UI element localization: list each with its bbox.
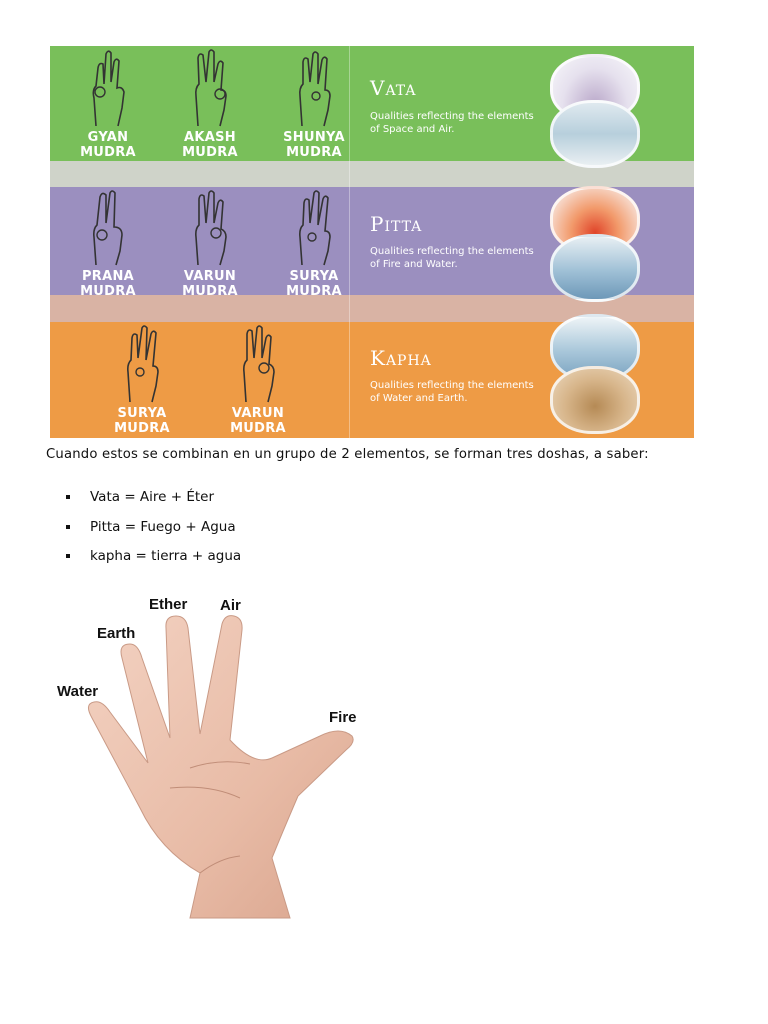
- list-item-text: Pitta = Fuego + Agua: [90, 518, 236, 535]
- mudra-label: MUDRA: [80, 284, 136, 299]
- mudra-label: MUDRA: [182, 284, 238, 299]
- list-item: [66, 486, 241, 516]
- dosha-description-pitta: Qualities reflecting the elements of Fire and Water.: [370, 246, 534, 270]
- hand-mudra-icon: [288, 189, 340, 267]
- mudra-name: VARUN: [183, 269, 237, 284]
- mudra-name: GYAN: [87, 130, 129, 145]
- mudra-name: SURYA: [289, 269, 339, 284]
- hand-mudra-icon: [82, 48, 134, 128]
- mudra-surya: [274, 189, 354, 299]
- hand-mudra-icon: [82, 189, 134, 267]
- doshas-caption: Cuando estos se combinan en un grupo de 2 elementos, se forman tres doshas, a saber:: [46, 447, 649, 462]
- mudra-label: MUDRA: [80, 145, 136, 160]
- mudra-varun-kapha: [218, 324, 298, 436]
- list-item: [66, 545, 241, 575]
- hand-mudra-icon: [288, 48, 340, 128]
- mudra-name: AKASH: [184, 130, 236, 145]
- hand-mudra-icon: [184, 48, 236, 128]
- bullet-marker: [66, 554, 70, 558]
- earth-label: Earth: [97, 625, 136, 642]
- doshas-list: [66, 486, 241, 575]
- mudra-varun: [172, 189, 248, 299]
- mudra-shunya: [274, 48, 354, 160]
- mudra-gyan: [70, 48, 146, 160]
- hand-elements-diagram: [40, 588, 390, 928]
- dosha-title-pitta: Pitta: [370, 212, 423, 236]
- hand-mudra-icon: [184, 189, 236, 267]
- ether-label: Ether: [149, 596, 188, 613]
- mudra-akash: [172, 48, 248, 160]
- water-element-image: [550, 234, 640, 302]
- hand-mudra-icon: [232, 324, 284, 404]
- bullet-marker: [66, 495, 70, 499]
- list-item-text: kapha = tierra + agua: [90, 548, 242, 564]
- dosha-description-vata: Qualities reflecting the elements of Space and Air.: [370, 111, 534, 135]
- list-item-text: Vata = Aire + Éter: [90, 489, 215, 505]
- mudra-name: SHUNYA: [283, 130, 345, 145]
- mudra-label: MUDRA: [114, 421, 170, 436]
- hand-mudra-icon: [116, 324, 168, 404]
- kapha-element-circles: [550, 314, 638, 432]
- fire-label: Fire: [329, 709, 357, 726]
- mudra-name: VARUN: [231, 406, 285, 421]
- mudra-label: MUDRA: [286, 284, 342, 299]
- bullet-marker: [66, 525, 70, 529]
- air-element-image: [550, 100, 640, 168]
- vata-element-circles: [550, 54, 638, 164]
- air-label: Air: [220, 597, 241, 614]
- mudra-label: MUDRA: [286, 145, 342, 160]
- mudra-name: PRANA: [81, 269, 135, 284]
- dosha-description-kapha: Qualities reflecting the elements of Water and Earth.: [370, 380, 534, 404]
- open-hand-image: [40, 588, 390, 928]
- dosha-title-kapha: Kapha: [370, 346, 432, 370]
- mudra-surya-kapha: [102, 324, 182, 436]
- earth-element-image: [550, 366, 640, 434]
- dosha-title-vata: Vata: [370, 76, 417, 100]
- list-item: [66, 516, 241, 546]
- mudra-label: MUDRA: [182, 145, 238, 160]
- water-label: Water: [57, 683, 99, 700]
- mudra-prana: [70, 189, 146, 299]
- mudra-name: SURYA: [117, 406, 167, 421]
- pitta-element-circles: [550, 186, 638, 298]
- doshas-infographic: [50, 46, 694, 438]
- mudra-label: MUDRA: [230, 421, 286, 436]
